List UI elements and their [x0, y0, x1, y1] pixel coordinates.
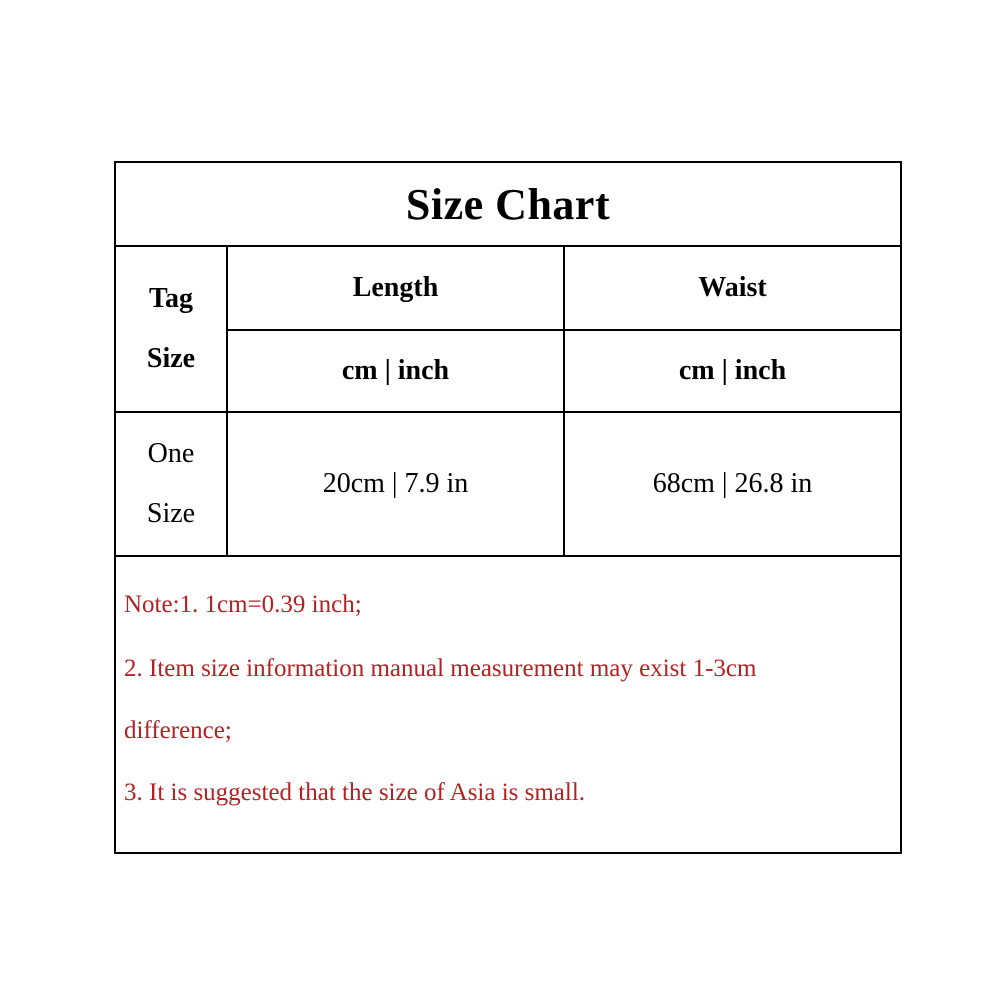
- length-unit-header: cm | inch: [227, 330, 564, 412]
- tag-size-value-line2: Size: [146, 498, 196, 529]
- waist-header: Waist: [564, 246, 901, 330]
- chart-title: Size Chart: [115, 162, 901, 246]
- note-line-4: 3. It is suggested that the size of Asia is small.: [124, 779, 586, 806]
- waist-unit-header: cm | inch: [564, 330, 901, 412]
- waist-value: 68cm | 26.8 in: [564, 412, 901, 556]
- note-line-2: 2. Item size information manual measurement may exist 1-3cm: [124, 655, 757, 682]
- tag-size-header: [115, 246, 227, 412]
- tag-size-value: [115, 412, 227, 556]
- note-line-1: Note:1. 1cm=0.39 inch;: [124, 591, 362, 618]
- note-line-3: difference;: [124, 717, 232, 744]
- size-chart-table: [114, 161, 902, 854]
- notes-section: [115, 556, 901, 853]
- tag-size-header-line1: Tag: [148, 283, 194, 314]
- length-value: 20cm | 7.9 in: [227, 412, 564, 556]
- length-header: Length: [227, 246, 564, 330]
- table-row: [115, 412, 901, 556]
- tag-size-header-line2: Size: [146, 343, 196, 374]
- tag-size-value-line1: One: [147, 438, 195, 469]
